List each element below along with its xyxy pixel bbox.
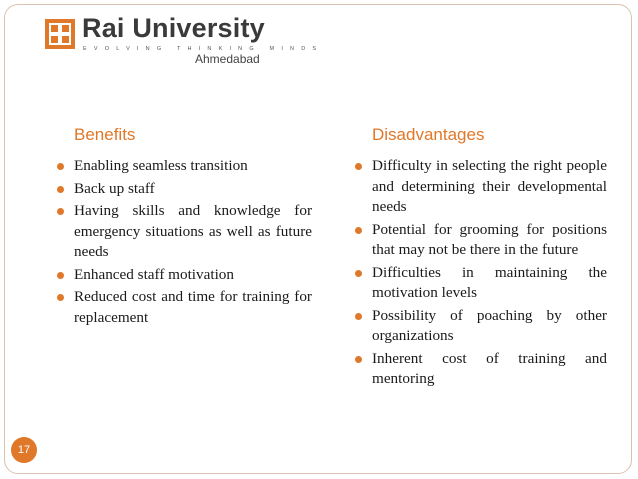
disadvantages-column	[352, 123, 607, 392]
disadvantages-title: Disadvantages	[372, 125, 485, 144]
benefits-title: Benefits	[74, 125, 136, 144]
benefits-column	[54, 123, 312, 330]
bullet-icon	[57, 186, 64, 193]
bullet-icon	[57, 163, 64, 170]
bullet-icon	[355, 270, 362, 277]
university-tagline: EVOLVING THINKING MINDS	[83, 46, 324, 52]
slide	[4, 4, 632, 474]
disadvantages-list	[352, 156, 607, 390]
bullet-icon	[355, 227, 362, 234]
page-number-badge: 17	[11, 437, 37, 463]
list-item: Difficulty in selecting the right people and determining their developmental needs	[352, 156, 607, 218]
bullet-icon	[57, 294, 64, 301]
list-item: Enabling seamless transition	[54, 156, 312, 177]
list-item: Potential for grooming for positions that may not be there in the future	[352, 220, 607, 261]
bullet-icon	[355, 313, 362, 320]
list-item: Reduced cost and time for training for replacement	[54, 287, 312, 328]
rai-university-logo-icon	[45, 19, 75, 49]
list-item: Inherent cost of training and mentoring	[352, 349, 607, 390]
bullet-icon	[355, 356, 362, 363]
list-item: Difficulties in maintaining the motivation levels	[352, 263, 607, 304]
university-logo	[45, 13, 324, 68]
bullet-icon	[57, 272, 64, 279]
list-item: Possibility of poaching by other organizations	[352, 306, 607, 347]
university-name: Rai University	[82, 13, 265, 43]
list-item: Enhanced staff motivation	[54, 265, 312, 286]
list-item: Back up staff	[54, 179, 312, 200]
benefits-list	[54, 156, 312, 328]
bullet-icon	[355, 163, 362, 170]
bullet-icon	[57, 208, 64, 215]
university-city: Ahmedabad	[195, 52, 260, 66]
list-item: Having skills and knowledge for emergency situations as well as future needs	[54, 201, 312, 263]
